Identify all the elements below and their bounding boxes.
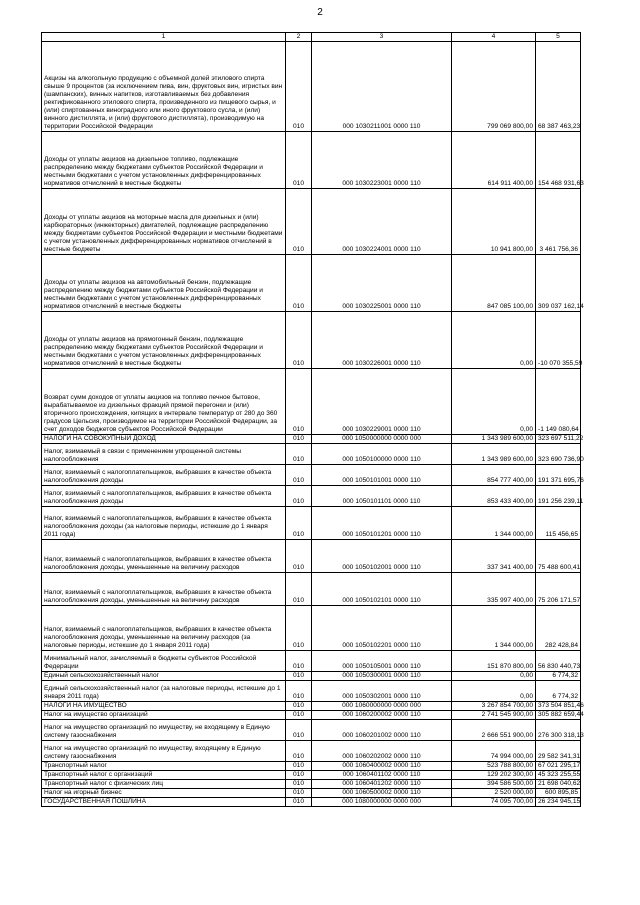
row-approved-amount: 799 069 800,00 [452, 42, 536, 132]
row-line-code: 010 [286, 444, 312, 465]
row-budget-code: 000 1030211001 0000 110 [312, 42, 452, 132]
table-row [42, 780, 581, 789]
row-executed-amount: 6 774,32 [536, 672, 581, 681]
row-executed-amount: 68 387 463,23 [536, 42, 581, 132]
row-approved-amount: 847 085 100,00 [452, 255, 536, 312]
header-col-1: 1 [42, 33, 286, 42]
row-executed-amount: 75 488 600,41 [536, 540, 581, 573]
row-executed-amount: 282 428,84 [536, 606, 581, 651]
row-budget-code: 000 1060200002 0000 110 [312, 711, 452, 720]
header-col-4: 4 [452, 33, 536, 42]
table-row [42, 312, 581, 369]
row-budget-code: 000 1030225001 0000 110 [312, 255, 452, 312]
row-executed-amount: 67 021 295,17 [536, 762, 581, 771]
row-budget-code: 000 1030223001 0000 110 [312, 132, 452, 189]
row-name: Налог на имущество организаций по имуществу, не входящему в Единую систему газоснабжения [42, 720, 286, 741]
row-approved-amount: 337 341 400,00 [452, 540, 536, 573]
row-name: Налог на имущество организаций [42, 711, 286, 720]
row-name: Налог, взимаемый с налогоплательщиков, выбравших в качестве объекта налогообложения доходы [42, 465, 286, 486]
row-name: Налог на имущество организаций по имуществу, входящему в Единую систему газоснабжения [42, 741, 286, 762]
row-approved-amount: 0,00 [452, 672, 536, 681]
table-row [42, 369, 581, 435]
row-approved-amount: 2 666 551 900,00 [452, 720, 536, 741]
row-name: Налог, взимаемый в связи с применением упрощенной системы налогообложения [42, 444, 286, 465]
table-row [42, 798, 581, 807]
row-budget-code: 000 1060401102 0000 110 [312, 771, 452, 780]
row-name: Возврат сумм доходов от уплаты акцизов на топливо печное бытовое, вырабатываемое из дизельных фракций прямой перегонки и (или) вторичного происхождения, кипящих в интервале температур от 280 до 360 градусов Цельсия, производимое на территории Российской Федерации, за счет доходов бюджетов субъектов Российской Федерации [42, 369, 286, 435]
row-name: НАЛОГИ НА СОВОКУПНЫЙ ДОХОД [42, 435, 286, 444]
row-budget-code: 000 1060401202 0000 110 [312, 780, 452, 789]
table-row [42, 255, 581, 312]
row-name: Налог, взимаемый с налогоплательщиков, выбравших в качестве объекта налогообложения доходы, уменьшенные на величину расходов [42, 540, 286, 573]
row-name: Транспортный налог с физических лиц [42, 780, 286, 789]
row-budget-code: 000 1050101201 0000 110 [312, 507, 452, 540]
row-executed-amount: 75 206 171,57 [536, 573, 581, 606]
row-approved-amount: 151 870 800,00 [452, 651, 536, 672]
table-row [42, 762, 581, 771]
table-row [42, 444, 581, 465]
row-line-code: 010 [286, 312, 312, 369]
row-name: Налог, взимаемый с налогоплательщиков, выбравших в качестве объекта налогообложения доходы, уменьшенные на величину расходов (за налоговые периоды, истекшие до 1 января 2011 года) [42, 606, 286, 651]
row-budget-code: 000 1050302001 0000 110 [312, 681, 452, 702]
income-table [41, 32, 584, 807]
row-budget-code: 000 1050102001 0000 110 [312, 540, 452, 573]
header-col-3: 3 [312, 33, 452, 42]
table-row [42, 435, 581, 444]
row-executed-amount: 373 504 851,46 [536, 702, 581, 711]
row-name: НАЛОГИ НА ИМУЩЕСТВО [42, 702, 286, 711]
row-executed-amount: 6 774,32 [536, 681, 581, 702]
row-approved-amount: 853 433 400,00 [452, 486, 536, 507]
row-approved-amount: 2 741 545 900,00 [452, 711, 536, 720]
row-line-code: 010 [286, 741, 312, 762]
row-line-code: 010 [286, 255, 312, 312]
row-budget-code: 000 1060500002 0000 110 [312, 789, 452, 798]
header-row [42, 33, 581, 42]
row-name: Налог на игорный бизнес [42, 789, 286, 798]
row-line-code: 010 [286, 780, 312, 789]
table-body [42, 42, 584, 807]
table-row [42, 771, 581, 780]
header-col-2: 2 [286, 33, 312, 42]
row-budget-code: 000 1060202002 0000 110 [312, 741, 452, 762]
row-line-code: 010 [286, 435, 312, 444]
row-line-code: 010 [286, 651, 312, 672]
row-budget-code: 000 1030224001 0000 110 [312, 189, 452, 255]
row-line-code: 010 [286, 720, 312, 741]
row-line-code: 010 [286, 702, 312, 711]
row-line-code: 010 [286, 762, 312, 771]
row-budget-code: 000 1060201002 0000 110 [312, 720, 452, 741]
row-executed-amount: 21 698 040,62 [536, 780, 581, 789]
table-row [42, 711, 581, 720]
row-approved-amount: 3 267 854 700,00 [452, 702, 536, 711]
table-row [42, 651, 581, 672]
row-name: Доходы от уплаты акцизов на дизельное топливо, подлежащие распределению между бюджетами субъектов Российской Федерации и местными бюджетами с учетом установленных дифференцированных нормативов отчислений в местные бюджеты [42, 132, 286, 189]
table-row [42, 540, 581, 573]
row-executed-amount: 323 697 511,22 [536, 435, 581, 444]
row-line-code: 010 [286, 771, 312, 780]
row-name: ГОСУДАРСТВЕННАЯ ПОШЛИНА [42, 798, 286, 807]
row-approved-amount: 129 202 300,00 [452, 771, 536, 780]
row-line-code: 010 [286, 486, 312, 507]
row-name: Минимальный налог, зачисляемый в бюджеты субъектов Российской Федерации [42, 651, 286, 672]
row-executed-amount: 56 830 440,73 [536, 651, 581, 672]
row-budget-code: 000 1050101001 0000 110 [312, 465, 452, 486]
row-budget-code: 000 1060400002 0000 110 [312, 762, 452, 771]
row-executed-amount: 191 371 695,76 [536, 465, 581, 486]
row-approved-amount: 394 586 500,00 [452, 780, 536, 789]
row-executed-amount: 600 895,85 [536, 789, 581, 798]
row-budget-code: 000 1050300001 0000 110 [312, 672, 452, 681]
row-budget-code: 000 1030229001 0000 110 [312, 369, 452, 435]
row-executed-amount: -10 070 355,59 [536, 312, 581, 369]
row-name: Транспортный налог [42, 762, 286, 771]
row-budget-code: 000 1030226001 0000 110 [312, 312, 452, 369]
row-approved-amount: 1 344 000,00 [452, 507, 536, 540]
row-name: Транспортный налог с организаций [42, 771, 286, 780]
row-name: Налог, взимаемый с налогоплательщиков, выбравших в качестве объекта налогообложения доходы (за налоговые периоды, истекшие до 1 января 2011 года) [42, 507, 286, 540]
row-executed-amount: 305 882 659,44 [536, 711, 581, 720]
row-executed-amount: 309 037 162,14 [536, 255, 581, 312]
header-col-5: 5 [536, 33, 581, 42]
row-executed-amount: 3 461 756,36 [536, 189, 581, 255]
row-budget-code: 000 1060000000 0000 000 [312, 702, 452, 711]
row-name: Доходы от уплаты акцизов на прямогонный бензин, подлежащие распределению между бюджетами субъектов Российской Федерации и местными бюджетами с учетом установленных дифференцированных нормативов отчислений в местные бюджеты [42, 312, 286, 369]
table-row [42, 681, 581, 702]
row-approved-amount: 74 095 700,00 [452, 798, 536, 807]
table-row [42, 573, 581, 606]
row-budget-code: 000 1050100000 0000 110 [312, 444, 452, 465]
row-executed-amount: 276 300 318,13 [536, 720, 581, 741]
row-line-code: 010 [286, 711, 312, 720]
row-approved-amount: 74 994 000,00 [452, 741, 536, 762]
table-row [42, 741, 581, 762]
row-line-code: 010 [286, 189, 312, 255]
row-line-code: 010 [286, 681, 312, 702]
row-line-code: 010 [286, 540, 312, 573]
row-executed-amount: 115 456,65 [536, 507, 581, 540]
table-row [42, 702, 581, 711]
row-approved-amount: 335 997 400,00 [452, 573, 536, 606]
row-approved-amount: 1 343 989 600,00 [452, 435, 536, 444]
row-line-code: 010 [286, 132, 312, 189]
page-number: 2 [317, 7, 323, 18]
row-approved-amount: 614 911 400,00 [452, 132, 536, 189]
row-approved-amount: 2 520 000,00 [452, 789, 536, 798]
row-budget-code: 000 1050101101 0000 110 [312, 486, 452, 507]
row-line-code: 010 [286, 369, 312, 435]
row-approved-amount: 0,00 [452, 312, 536, 369]
row-line-code: 010 [286, 789, 312, 798]
row-name: Доходы от уплаты акцизов на моторные масла для дизельных и (или) карбюраторных (инжекторных) двигателей, подлежащие распределению между бюджетами субъектов Российской Федерации и местными бюджетами с учетом установленных дифференцированных нормативов отчислений в местные бюджеты [42, 189, 286, 255]
row-name: Единый сельскохозяйственный налог (за налоговые периоды, истекшие до 1 января 2011 года) [42, 681, 286, 702]
table-row [42, 672, 581, 681]
table-row [42, 465, 581, 486]
table-row [42, 189, 581, 255]
row-name: Доходы от уплаты акцизов на автомобильный бензин, подлежащие распределению между бюджетами субъектов Российской Федерации и местными бюджетами с учетом установленных дифференцированных нормативов отчислений в местные бюджеты [42, 255, 286, 312]
row-budget-code: 000 1050102101 0000 110 [312, 573, 452, 606]
table-row [42, 42, 581, 132]
row-executed-amount: -1 149 080,64 [536, 369, 581, 435]
row-approved-amount: 10 941 800,00 [452, 189, 536, 255]
table-row [42, 606, 581, 651]
row-approved-amount: 0,00 [452, 369, 536, 435]
row-budget-code: 000 1050000000 0000 000 [312, 435, 452, 444]
row-approved-amount: 523 788 800,00 [452, 762, 536, 771]
row-line-code: 010 [286, 465, 312, 486]
row-line-code: 010 [286, 507, 312, 540]
table-row [42, 789, 581, 798]
row-line-code: 010 [286, 798, 312, 807]
row-budget-code: 000 1080000000 0000 000 [312, 798, 452, 807]
row-executed-amount: 29 582 341,31 [536, 741, 581, 762]
row-budget-code: 000 1050105001 0000 110 [312, 651, 452, 672]
row-approved-amount: 1 344 000,00 [452, 606, 536, 651]
row-line-code: 010 [286, 573, 312, 606]
table-row [42, 507, 581, 540]
row-name: Акцизы на алкогольную продукцию с объемной долей этилового спирта свыше 9 процентов (за исключением пива, вин, фруктовых вин, игристых вин (шампанских), винных напитков, изготавливаемых без добавления ректификованного этилового спирта, произведенного из пищевого сырья, и (или) спиртованных виноградного или иного фруктового сусла, и (или) винного дистиллята, и (или) фруктового дистиллята), производимую на территории Российской Федерации [42, 42, 286, 132]
row-executed-amount: 26 234 945,15 [536, 798, 581, 807]
table-row [42, 720, 581, 741]
row-name: Налог, взимаемый с налогоплательщиков, выбравших в качестве объекта налогообложения доходы, уменьшенные на величину расходов [42, 573, 286, 606]
row-name: Единый сельскохозяйственный налог [42, 672, 286, 681]
row-executed-amount: 154 468 931,63 [536, 132, 581, 189]
row-budget-code: 000 1050102201 0000 110 [312, 606, 452, 651]
table-row [42, 486, 581, 507]
row-line-code: 010 [286, 672, 312, 681]
row-approved-amount: 0,00 [452, 681, 536, 702]
row-approved-amount: 1 343 989 600,00 [452, 444, 536, 465]
row-executed-amount: 191 256 239,11 [536, 486, 581, 507]
row-approved-amount: 854 777 400,00 [452, 465, 536, 486]
table-row [42, 132, 581, 189]
row-line-code: 010 [286, 42, 312, 132]
row-line-code: 010 [286, 606, 312, 651]
row-executed-amount: 323 690 736,90 [536, 444, 581, 465]
row-executed-amount: 45 323 255,55 [536, 771, 581, 780]
row-name: Налог, взимаемый с налогоплательщиков, выбравших в качестве объекта налогообложения доходы [42, 486, 286, 507]
